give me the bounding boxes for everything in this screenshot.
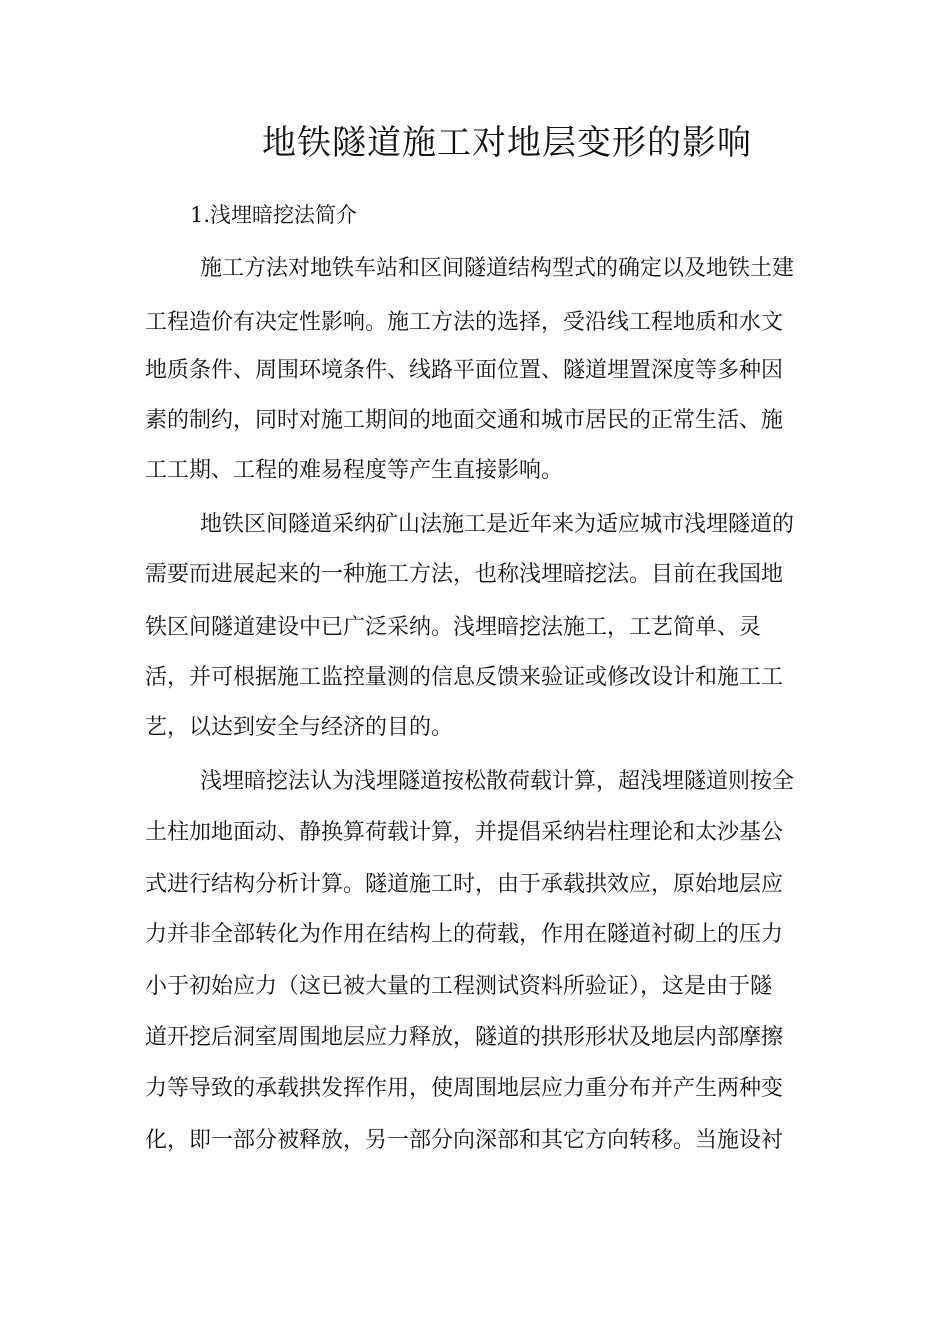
section-heading: 1.浅埋暗挖法简介 bbox=[190, 203, 358, 227]
paragraph-line: 土柱加地面动、静换算荷载计算，并提倡采纳岩柱理论和太沙基公 bbox=[145, 820, 784, 845]
paragraph-line: 艺，以达到安全与经济的目的。 bbox=[145, 715, 454, 740]
paragraph-line: 浅埋暗挖法认为浅埋隧道按松散荷载计算，超浅埋隧道则按全 bbox=[200, 769, 795, 794]
paragraph-line: 力并非全部转化为作用在结构上的荷载，作用在隧道衬砌上的压力 bbox=[145, 922, 784, 947]
paragraph-line: 素的制约，同时对施工期间的地面交通和城市居民的正常生活、施 bbox=[145, 408, 784, 433]
paragraph-line: 铁区间隧道建设中已广泛采纳。浅埋暗挖法施工，工艺简单、灵 bbox=[145, 615, 762, 640]
paragraph-line: 需要而进展起来的一种施工方法，也称浅埋暗挖法。目前在我国地 bbox=[145, 562, 784, 587]
paragraph-line: 工程造价有决定性影响。施工方法的选择，受沿线工程地质和水文 bbox=[145, 310, 784, 335]
paragraph-line: 施工方法对地铁车站和区间隧道结构型式的确定以及地铁土建 bbox=[200, 256, 795, 281]
paragraph-line: 式进行结构分析计算。隧道施工时，由于承载拱效应，原始地层应 bbox=[145, 872, 784, 897]
paragraph-line: 力等导致的承载拱发挥作用，使周围地层应力重分布并产生两种变 bbox=[145, 1076, 784, 1101]
paragraph-line: 道开挖后洞室周围地层应力释放，隧道的拱形形状及地层内部摩擦 bbox=[145, 1025, 784, 1050]
paragraph-line: 地质条件、周围环境条件、线路平面位置、隧道埋置深度等多种因 bbox=[145, 358, 784, 383]
paragraph-line: 活，并可根据施工监控量测的信息反馈来验证或修改设计和施工工 bbox=[145, 665, 784, 690]
paragraph-line: 工工期、工程的难易程度等产生直接影响。 bbox=[145, 458, 564, 483]
paragraph-line: 地铁区间隧道采纳矿山法施工是近年来为适应城市浅埋隧道的 bbox=[200, 512, 795, 537]
paragraph-line: 化，即一部分被释放，另一部分向深部和其它方向转移。当施设衬 bbox=[145, 1128, 784, 1153]
document-title: 地铁隧道施工对地层变形的影响 bbox=[262, 123, 752, 163]
paragraph-line: 小于初始应力（这已被大量的工程测试资料所验证），这是由于隧 bbox=[145, 974, 773, 999]
